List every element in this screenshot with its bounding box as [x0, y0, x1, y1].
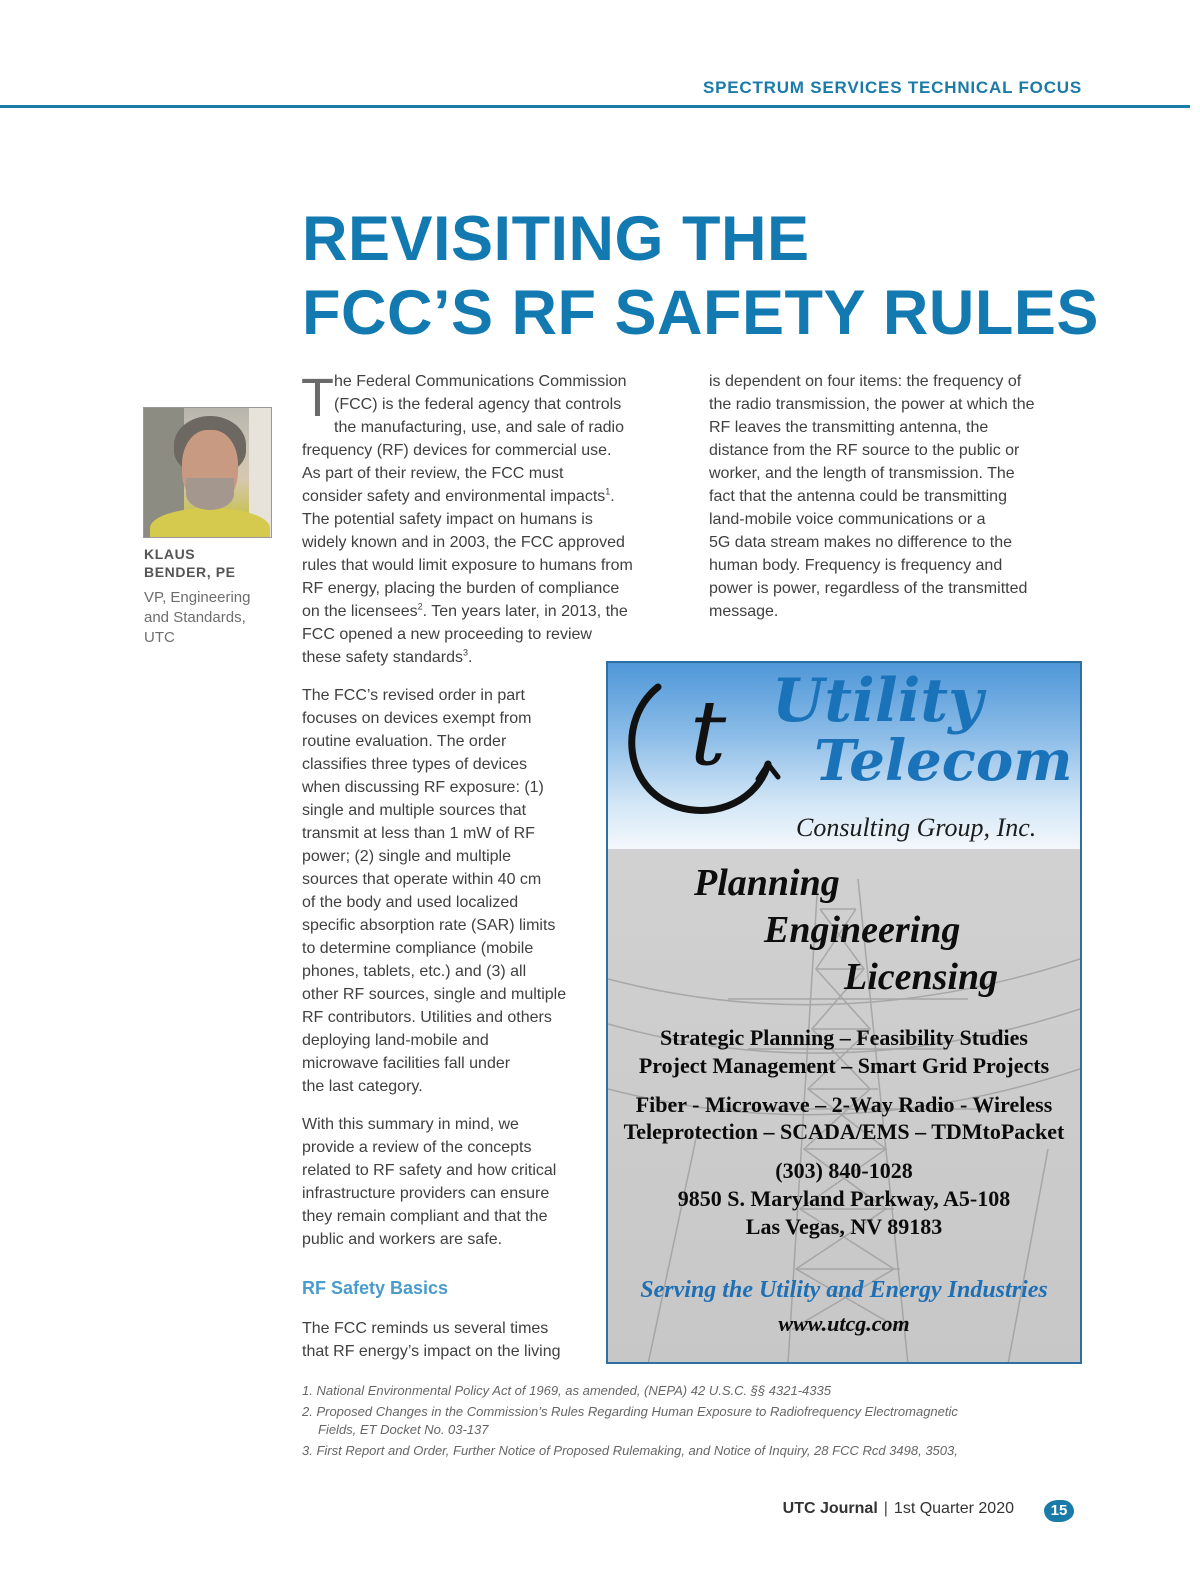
body-line: deploying land-mobile and [302, 1032, 489, 1049]
section-divider [0, 105, 1190, 108]
body-line: consider safety and environmental impacts$^1$. [302, 486, 615, 505]
page-footer [0, 1500, 1014, 1518]
ad-line: Teleprotection – SCADA/EMS – TDMtoPacket [623, 1119, 1065, 1144]
paragraph-summary [302, 1113, 556, 1251]
body-line: power; (2) single and multiple [302, 848, 511, 865]
footnote-3: 3. First Report and Order, Further Notice of Proposed Rulemaking, and Notice of Inquiry, 28 FCC Rcd 3498, 3503, [302, 1443, 958, 1458]
ad-brand-line-3: Consulting Group, Inc. [796, 813, 1037, 842]
page-number-badge: 15 [1044, 1500, 1074, 1522]
body-line: other RF sources, single and multiple [302, 986, 567, 1003]
body-line: land-mobile voice communications or a [709, 511, 986, 528]
ad-service-planning: Planning [694, 862, 840, 904]
body-line: provide a review of the concepts [302, 1139, 532, 1156]
author-photo [143, 407, 272, 538]
body-line: 5G data stream makes no difference to the [709, 534, 1012, 551]
body-line: As part of their review, the FCC must [302, 465, 564, 482]
body-line: is dependent on four items: the frequency of [709, 373, 1022, 390]
ad-service-licensing: Licensing [844, 956, 999, 998]
body-line: public and workers are safe. [302, 1231, 503, 1248]
body-line: to determine compliance (mobile [302, 940, 534, 957]
body-line: With this summary in mind, we [302, 1116, 519, 1133]
body-line: single and multiple sources that [302, 802, 527, 819]
body-line: specific absorption rate (SAR) limits [302, 917, 556, 934]
body-line: The potential safety impact on humans is [302, 511, 593, 528]
body-line: classifies three types of devices [302, 756, 527, 773]
ad-line: Project Management – Smart Grid Projects [638, 1053, 1050, 1078]
footnote-ref-2[interactable]: 2 [417, 601, 423, 612]
body-line: these safety standards$^3$. [302, 647, 473, 666]
paragraph-intro [302, 439, 633, 669]
body-line: rules that would limit exposure to humans from [302, 557, 633, 574]
body-line: widely known and in 2003, the FCC approved [302, 534, 625, 551]
ad-tagline: Serving the Utility and Energy Industries [640, 1277, 1048, 1303]
body-line: fact that the antenna could be transmitting [709, 488, 1007, 505]
footer-journal: UTC Journal [782, 1500, 878, 1517]
ad-service-engineering: Engineering [764, 909, 961, 951]
paragraph-intro-indented [334, 370, 627, 439]
body-line: microwave facilities fall under [302, 1055, 511, 1072]
ad-brand-line-2: Telecom [814, 728, 1073, 794]
author-role-line-3: UTC [144, 629, 175, 646]
body-line: infrastructure providers can ensure [302, 1185, 550, 1202]
article-title [302, 202, 1162, 350]
ad-line: Fiber - Microwave – 2-Way Radio - Wireless [635, 1092, 1053, 1117]
body-line: he Federal Communications Commission [334, 373, 627, 390]
body-line: human body. Frequency is frequency and [709, 557, 1003, 574]
author-role-line-1: VP, Engineering [144, 589, 251, 606]
body-line: frequency (RF) devices for commercial use. [302, 442, 612, 459]
body-line: message. [709, 603, 779, 620]
author-name-line-1: KLAUS [144, 546, 196, 562]
ad-brand-line-1: Utility [772, 666, 983, 736]
drop-cap: T [301, 368, 334, 428]
body-line: the last category. [302, 1078, 423, 1095]
body-line: FCC opened a new proceeding to review [302, 626, 592, 643]
body-line: of the body and used localized [302, 894, 519, 911]
ad-line: Strategic Planning – Feasibility Studies [660, 1025, 1028, 1050]
author-role [144, 588, 250, 648]
ad-address-line-1: 9850 S. Maryland Parkway, A5-108 [677, 1186, 1011, 1211]
body-line: RF contributors. Utilities and others [302, 1009, 552, 1026]
ad-address-line-2: Las Vegas, NV 89183 [745, 1214, 943, 1239]
section-label: SPECTRUM SERVICES TECHNICAL FOCUS [702, 78, 1082, 97]
ad-logo-letter: t [690, 681, 727, 786]
ad-phone: (303) 840-1028 [775, 1158, 913, 1183]
paragraph-column-2 [709, 370, 1035, 623]
article-title-line-1: REVISITING THE [302, 204, 810, 274]
ad-url-link[interactable]: www.utcg.com [778, 1311, 910, 1336]
utility-telecom-logo-icon [618, 669, 788, 819]
body-line: on the licensees$^2$. Ten years later, in 2013, the [302, 601, 628, 620]
body-line: they remain compliant and that the [302, 1208, 548, 1225]
body-line: RF leaves the transmitting antenna, the [709, 419, 989, 436]
body-line: focuses on devices exempt from [302, 710, 532, 727]
body-line: The FCC’s revised order in part [302, 687, 525, 704]
body-line: sources that operate within 40 cm [302, 871, 542, 888]
body-line: when discussing RF exposure: (1) [302, 779, 544, 796]
body-line: the radio transmission, the power at which the [709, 396, 1035, 413]
footer-separator: | [883, 1500, 888, 1517]
body-line: routine evaluation. The order [302, 733, 507, 750]
article-title-line-2: FCC’S RF SAFETY RULES [302, 278, 1099, 348]
footer-issue: 1st Quarter 2020 [893, 1500, 1014, 1517]
body-line: that RF energy’s impact on the living [302, 1343, 561, 1360]
author-name [144, 545, 236, 581]
body-line: power is power, regardless of the transmitted [709, 580, 1028, 597]
section-subhead: RF Safety Basics [302, 1278, 449, 1298]
body-line: related to RF safety and how critical [302, 1162, 557, 1179]
footnote-2: 2. Proposed Changes in the Commission’s Rules Regarding Human Exposure to Radiofrequency Electromagnetic Fields, ET Docket No. 03-137 [302, 1404, 958, 1437]
body-line: (FCC) is the federal agency that controls [334, 396, 622, 413]
author-name-line-2: BENDER, PE [144, 564, 236, 580]
paragraph-rf-basics [302, 1317, 561, 1363]
footnote-ref-1[interactable]: 1 [605, 486, 611, 497]
paragraph-revised-order [302, 684, 566, 1098]
body-line: distance from the RF source to the public or [709, 442, 1020, 459]
body-line: the manufacturing, use, and sale of radio [334, 419, 624, 436]
body-line: The FCC reminds us several times [302, 1320, 549, 1337]
footnotes [302, 1382, 1082, 1463]
body-line: RF energy, placing the burden of compliance [302, 580, 620, 597]
author-role-line-2: and Standards, [144, 609, 246, 626]
body-line: worker, and the length of transmission. The [709, 465, 1015, 482]
body-line: transmit at less than 1 mW of RF [302, 825, 535, 842]
footnote-ref-3[interactable]: 3 [462, 647, 468, 658]
body-line: phones, tablets, etc.) and (3) all [302, 963, 527, 980]
footnote-1: 1. National Environmental Policy Act of 1969, as amended, (NEPA) 42 U.S.C. §§ 4321-4335 [302, 1383, 831, 1398]
advertisement[interactable] [606, 661, 1082, 1364]
